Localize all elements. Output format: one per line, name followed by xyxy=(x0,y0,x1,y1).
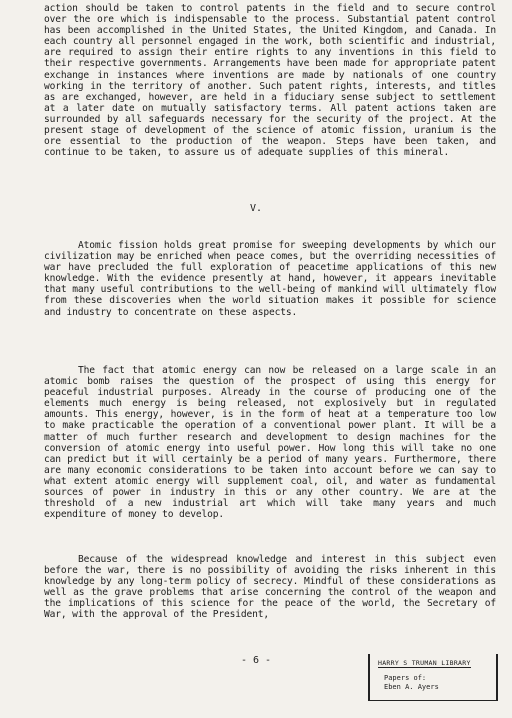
stamp-papers-owner: Eben A. Ayers xyxy=(384,683,439,691)
stamp-title: HARRY S TRUMAN LIBRARY xyxy=(378,659,471,667)
paragraph-atomic-energy: The fact that atomic energy can now be released on a large scale in an atomic bomb raises the question of the prospect of using this energy for peaceful industrial purposes. Already in the course of producing one of the elements much energy is being released, not explosively but in regulated amounts. This energy, however, is in the form of heat at a temperature too low to make practicable the operation of a conventional power plant. It will be a matter of much further research and development to design machines for the conversion of atomic energy into useful power. How long this will take no one can predict but it will certainly be a period of many years. Furthermore, there are many economic considerations to be taken into account before we can say to what extent atomic energy will supplement coal, oil, and water as fundamental sources of power in industry in this or any other country. We are at the threshold of a new industrial art which will take many years and much expenditure of money to develop. xyxy=(44,365,496,521)
paragraph-secrecy: Because of the widespread knowledge and interest in this subject even before the war, there is no possibility of avoiding the risks inherent in this knowledge by any long-term policy of secrecy. Mindful of these considerations as well as the grave problems that arise concerning the control of the weapon and the implications of this science for the peace of the world, the Secretary of War, with the approval of the President, xyxy=(44,554,496,621)
paragraph-atomic-fission: Atomic fission holds great promise for sweeping developments by which our civilization may be enriched when peace comes, but the overriding necessities of war have precluded the full exploration of peacetime applications of this new knowledge. With the evidence presently at hand, however, it appears inevitable that many useful contributions to the well-being of mankind will ultimately flow from these discoveries when the world situation makes it possible for science and industry to concentrate on these aspects. xyxy=(44,240,496,318)
section-heading: V. xyxy=(249,203,263,214)
page-number: - 6 - xyxy=(240,655,272,666)
stamp-papers-label: Papers of: xyxy=(384,674,427,682)
library-stamp xyxy=(368,654,498,701)
paragraph-patents: action should be taken to control patents in the field and to secure control over the ore which is indispensable to the process. Substantial patent control has been accomplished in the United States, the United Kingdom, and Canada. In each country all personnel engaged in the work, both scientific and industrial, are required to assign their entire rights to any inventions in this field to their respective governments. Arrangements have been made for appropriate patent exchange in instances where inventions are made by nationals of one country working in the territory of another. Such patent rights, interests, and titles as are exchanged, however, are held in a fiduciary sense subject to settlement at a later date on mutually satisfactory terms. All patent actions taken are surrounded by all safeguards necessary for the security of the project. At the present stage of development of the science of atomic fission, uranium is the ore essential to the production of the weapon. Steps have been taken, and continue to be taken, to assure us of adequate supplies of this mineral. xyxy=(44,3,496,159)
